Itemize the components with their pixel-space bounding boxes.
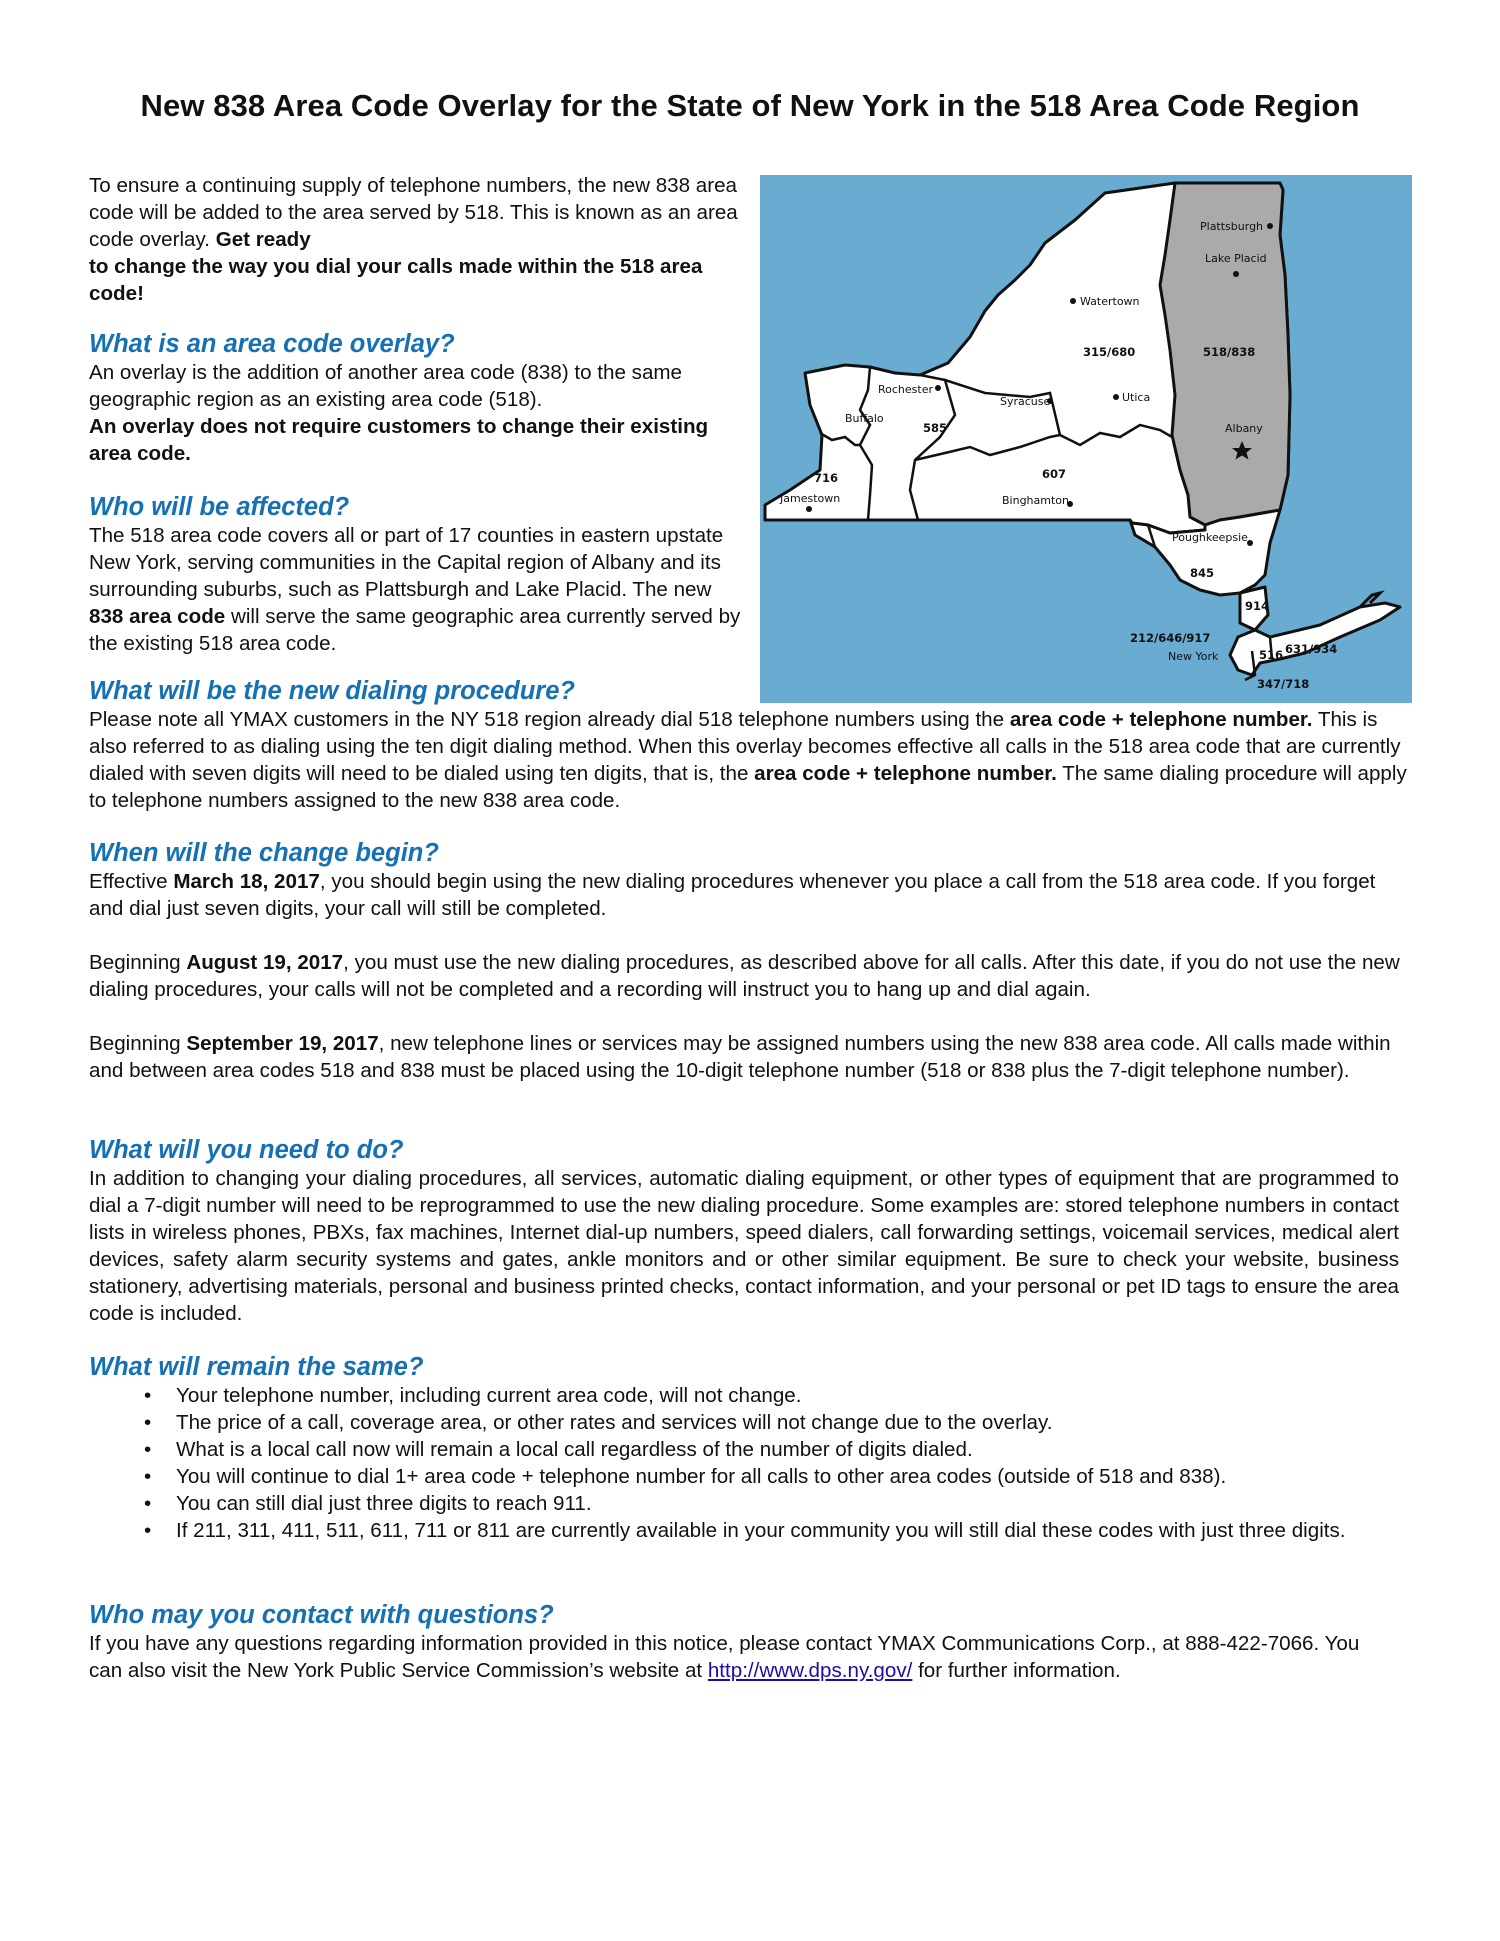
contact-text-a: If you have any questions regarding information provided in this notice, please contact YMAX Communications Corp., at 888-422-7066. You can also visit the New York Public Service Commission’s website at <box>89 1632 1360 1682</box>
section-contact <box>89 1600 1389 1684</box>
contact-text-b: for further information. <box>912 1659 1121 1682</box>
list-item <box>89 1463 1399 1490</box>
code-845: 845 <box>1190 566 1215 580</box>
begin-p3-a: Beginning <box>89 1032 187 1055</box>
list-item-text: You will continue to dial 1+ area code + telephone number for all calls to other area codes (outside of 518 and 838). <box>176 1465 1227 1488</box>
city-jamestown: Jamestown <box>780 492 841 505</box>
city-poughkeepsie: Poughkeepsie <box>1172 531 1248 544</box>
code-212-646-917: 212/646/917 <box>1130 631 1211 645</box>
intro-bold-b: to change the way you dial your calls made within the 518 area code! <box>89 255 703 305</box>
intro-paragraph <box>89 172 749 307</box>
begin-date-september: September 19, 2017 <box>186 1032 379 1055</box>
heading-dialing: What will be the new dialing procedure? <box>89 677 575 705</box>
dialing-text-c: The same dialing procedure will apply to telephone numbers assigned to the new 838 area code. <box>89 762 1407 812</box>
list-item <box>89 1490 1399 1517</box>
list-item <box>89 1382 1399 1409</box>
section-affected <box>89 492 745 657</box>
code-631-934: 631/934 <box>1285 642 1338 656</box>
page-title: New 838 Area Code Overlay for the State of New York in the 518 Area Code Region <box>140 88 1360 123</box>
code-607: 607 <box>1042 467 1067 481</box>
bullet-icon: • <box>144 1384 152 1407</box>
bullet-icon: • <box>144 1411 152 1434</box>
overlay-text: An overlay is the addition of another area code (838) to the same geographic region as an existing area code (518). <box>89 361 683 411</box>
list-item-text: You can still dial just three digits to reach 911. <box>176 1492 592 1515</box>
overlay-bold: An overlay does not require customers to change their existing area code. <box>89 415 709 465</box>
same-list <box>89 1382 1399 1544</box>
city-buffalo: Buffalo <box>845 412 884 425</box>
heading-affected: Who will be affected? <box>89 493 350 521</box>
list-item-text: What is a local call now will remain a local call regardless of the number of digits dialed. <box>176 1438 973 1461</box>
heading-todo: What will you need to do? <box>89 1136 404 1164</box>
city-albany: Albany <box>1225 422 1263 435</box>
todo-text: In addition to changing your dialing procedures, all services, automatic dialing equipment, or other types of equipment that are programmed to dial a 7-digit number will need to be reprogrammed to use the new dialing procedure. Some examples are: stored telephone numbers in contact lists in wireless phones, PBXs, fax machines, Internet dial-up numbers, speed dialers, call forwarding settings, voicemail services, medical alert devices, safety alarm security systems and gates, ankle monitors and or other similar equipment. Be sure to check your website, business stationery, advertising materials, personal and business printed checks, contact information, and your personal or pet ID tags to ensure the area code is included. <box>89 1167 1399 1325</box>
intro-bold-a: Get ready <box>215 228 311 251</box>
dialing-text-b: This is also referred to as dialing using the ten digit dialing method. When this overlay becomes effective all calls in the 518 area code that are currently dialed with seven digits will need to be dialed using ten digits, that is, the <box>89 708 1401 785</box>
city-plattsburgh: Plattsburgh <box>1200 220 1264 233</box>
list-item-text: Your telephone number, including current area code, will not change. <box>176 1384 802 1407</box>
section-overlay <box>89 329 749 467</box>
dialing-bold-b: area code + telephone number. <box>754 762 1057 785</box>
dialing-text-a: Please note all YMAX customers in the NY 518 region already dial 518 telephone numbers using the <box>89 708 1010 731</box>
affected-text-b: will serve the same geographic area currently served by the existing 518 area code. <box>89 605 741 655</box>
dialing-bold-a: area code + telephone number. <box>1009 708 1313 731</box>
heading-contact: Who may you contact with questions? <box>89 1601 554 1629</box>
begin-date-march: March 18, 2017 <box>173 870 320 893</box>
list-item-text: If 211, 311, 411, 511, 611, 711 or 811 are currently available in your community you will still dial these codes with just three digits. <box>176 1519 1346 1542</box>
begin-p3-b: , new telephone lines or services may be assigned numbers using the new 838 area code. All calls made within and between area codes 518 and 838 must be placed using the 10-digit telephone number (518 or 838 plus the 7-digit telephone number). <box>89 1032 1391 1082</box>
city-rochester: Rochester <box>878 383 933 396</box>
heading-same: What will remain the same? <box>89 1353 424 1381</box>
section-todo <box>89 1135 1399 1327</box>
code-716: 716 <box>814 471 839 485</box>
begin-p2-a: Beginning <box>89 951 187 974</box>
city-lake-placid: Lake Placid <box>1205 252 1267 265</box>
begin-p1-a: Effective <box>89 870 174 893</box>
intro-text: To ensure a continuing supply of telephone numbers, the new 838 area code will be added to the area served by 518. This is known as an area code overlay. <box>89 174 738 251</box>
list-item <box>89 1517 1399 1544</box>
code-585: 585 <box>923 421 948 435</box>
list-item <box>89 1409 1399 1436</box>
code-347-718: 347/718 <box>1257 677 1310 691</box>
heading-overlay: What is an area code overlay? <box>89 330 455 358</box>
ny-area-code-map <box>760 175 1412 703</box>
list-item-text: The price of a call, coverage area, or other rates and services will not change due to the overlay. <box>176 1411 1053 1434</box>
code-518-838: 518/838 <box>1203 345 1256 359</box>
bullet-icon: • <box>144 1492 152 1515</box>
city-utica: Utica <box>1122 391 1151 404</box>
city-syracuse: Syracuse <box>1000 395 1051 408</box>
heading-begin: When will the change begin? <box>89 839 439 867</box>
begin-date-august: August 19, 2017 <box>186 951 344 974</box>
city-watertown: Watertown <box>1080 295 1140 308</box>
begin-p1-b: , you should begin using the new dialing procedures whenever you place a call from the 518 area code. If you forget and dial just seven digits, your call will still be completed. <box>89 870 1376 920</box>
affected-text-a: The 518 area code covers all or part of 17 counties in eastern upstate New York, serving communities in the Capital region of Albany and its surrounding suburbs, such as Plattsburgh and Lake Placid. The new <box>89 524 724 601</box>
city-new-york: New York <box>1168 650 1219 663</box>
bullet-icon: • <box>144 1465 152 1488</box>
city-binghamton: Binghamton <box>1002 494 1069 507</box>
code-914: 914 <box>1245 599 1270 613</box>
code-516: 516 <box>1259 648 1284 662</box>
list-item <box>89 1436 1399 1463</box>
section-begin <box>89 838 1407 1084</box>
section-same <box>89 1352 1399 1544</box>
dps-website-link[interactable]: http://www.dps.ny.gov/ <box>707 1659 913 1682</box>
bullet-icon: • <box>144 1519 152 1542</box>
affected-bold: 838 area code <box>89 605 226 628</box>
begin-p2-b: , you must use the new dialing procedures, as described above for all calls. After this date, if you do not use the new dialing procedures, your calls will not be completed and a recording will instruct you to hang up and dial again. <box>89 951 1400 1001</box>
code-315-680: 315/680 <box>1083 345 1136 359</box>
section-dialing <box>89 676 1407 814</box>
bullet-icon: • <box>144 1438 152 1461</box>
